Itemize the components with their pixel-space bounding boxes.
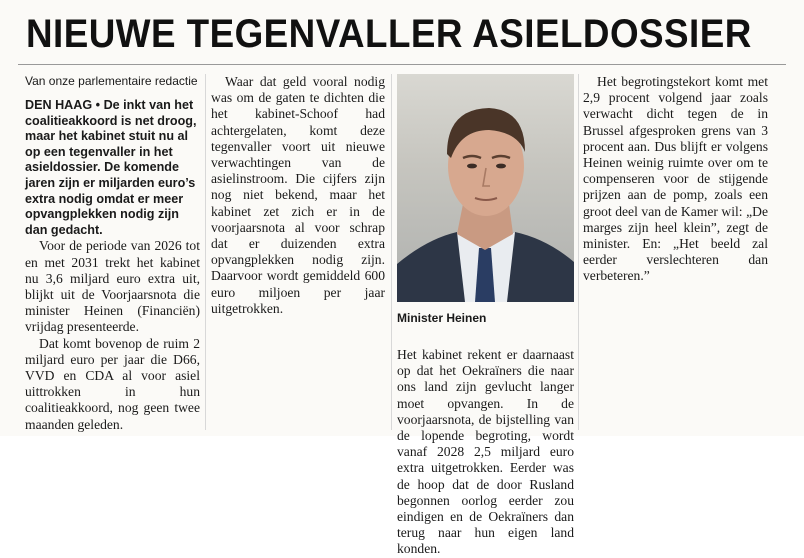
- paragraph-5: Het begrotingstekort komt met 2,9 procent volgend jaar zoals verwacht dicht tegen de in Brussel afgesproken grens van 3 procent aan. Dus blijft er volgens Heinen weinig ruimte over om te compenseren voor de stijgende prijzen aan de pomp, zoals een groot deel van de Kamer wil: „De marges zijn heel klein”, zegt de minister. En: „Het beeld zal eerder verslechteren dan verbeteren.”: [583, 74, 768, 284]
- column-divider: [578, 74, 579, 430]
- column-1: [25, 74, 200, 432]
- paragraph-3: Waar dat geld vooral nodig was om de gaten te dichten die het kabinet-Schoof had achtergelaten, komt deze tegenvaller voort uit nieuwe verwachtingen van de asielinstroom. Die cijfers zijn nog niet bekend, maar het kabinet zet zich er in de voorjaarsnota al voor schrap dat er duizenden extra opvangplekken nodig zijn. Daarvoor wordt gemiddeld 600 euro miljoen per jaar uitgetrokken.: [211, 74, 385, 316]
- byline: Van onze parlementaire redactie: [25, 74, 198, 88]
- paragraph-4: Het kabinet rekent er daarnaast op dat het Oekraïners die naar ons land zijn gevlucht langer moet opvangen. In de voorjaarsnota, de bijstelling van de lopende begroting, wordt vanaf 2028 2,5 miljard euro extra uitgetrokken. Eerder was de hoop dat de door Rusland begonnen oorlog eerder zou eindigen en de Oekraïners dan terug naar hun eigen land konden.: [397, 347, 574, 557]
- column-divider: [205, 74, 206, 430]
- dateline: DEN HAAG •: [25, 98, 101, 112]
- portrait-illustration: [397, 74, 574, 302]
- lead-text: De inkt van het coalitieakkoord is net droog, maar het kabinet stuit nu al op een tegenvaller in het asieldossier. De komende jaren zijn er miljarden euro’s extra nodig omdat er meer opvangplekken nodig zijn dan gedacht.: [25, 98, 197, 237]
- paragraph-2: Dat komt bovenop de ruim 2 miljard euro per jaar die D66, VVD en CDA al voor asiel uittrokken in hun coalitieakkoord, nog geen twee maanden geleden.: [25, 335, 200, 432]
- headline-rule: [18, 64, 786, 65]
- paragraph-1: Voor de periode van 2026 tot en met 2031 trekt het kabinet nu 3,6 miljard euro extra uit, blijkt uit de Voorjaarsnota die minister Heinen (Financiën) vrijdag presenteerde.: [25, 238, 200, 335]
- portrait-photo: [397, 74, 574, 302]
- column-4: [583, 74, 768, 285]
- photo-caption: Minister Heinen: [397, 311, 487, 325]
- lead-paragraph: [25, 98, 200, 238]
- column-2: [211, 74, 385, 317]
- column-3-text: [397, 347, 574, 557]
- column-divider: [391, 74, 392, 430]
- headline: NIEUWE TEGENVALLER ASIELDOSSIER: [26, 12, 752, 56]
